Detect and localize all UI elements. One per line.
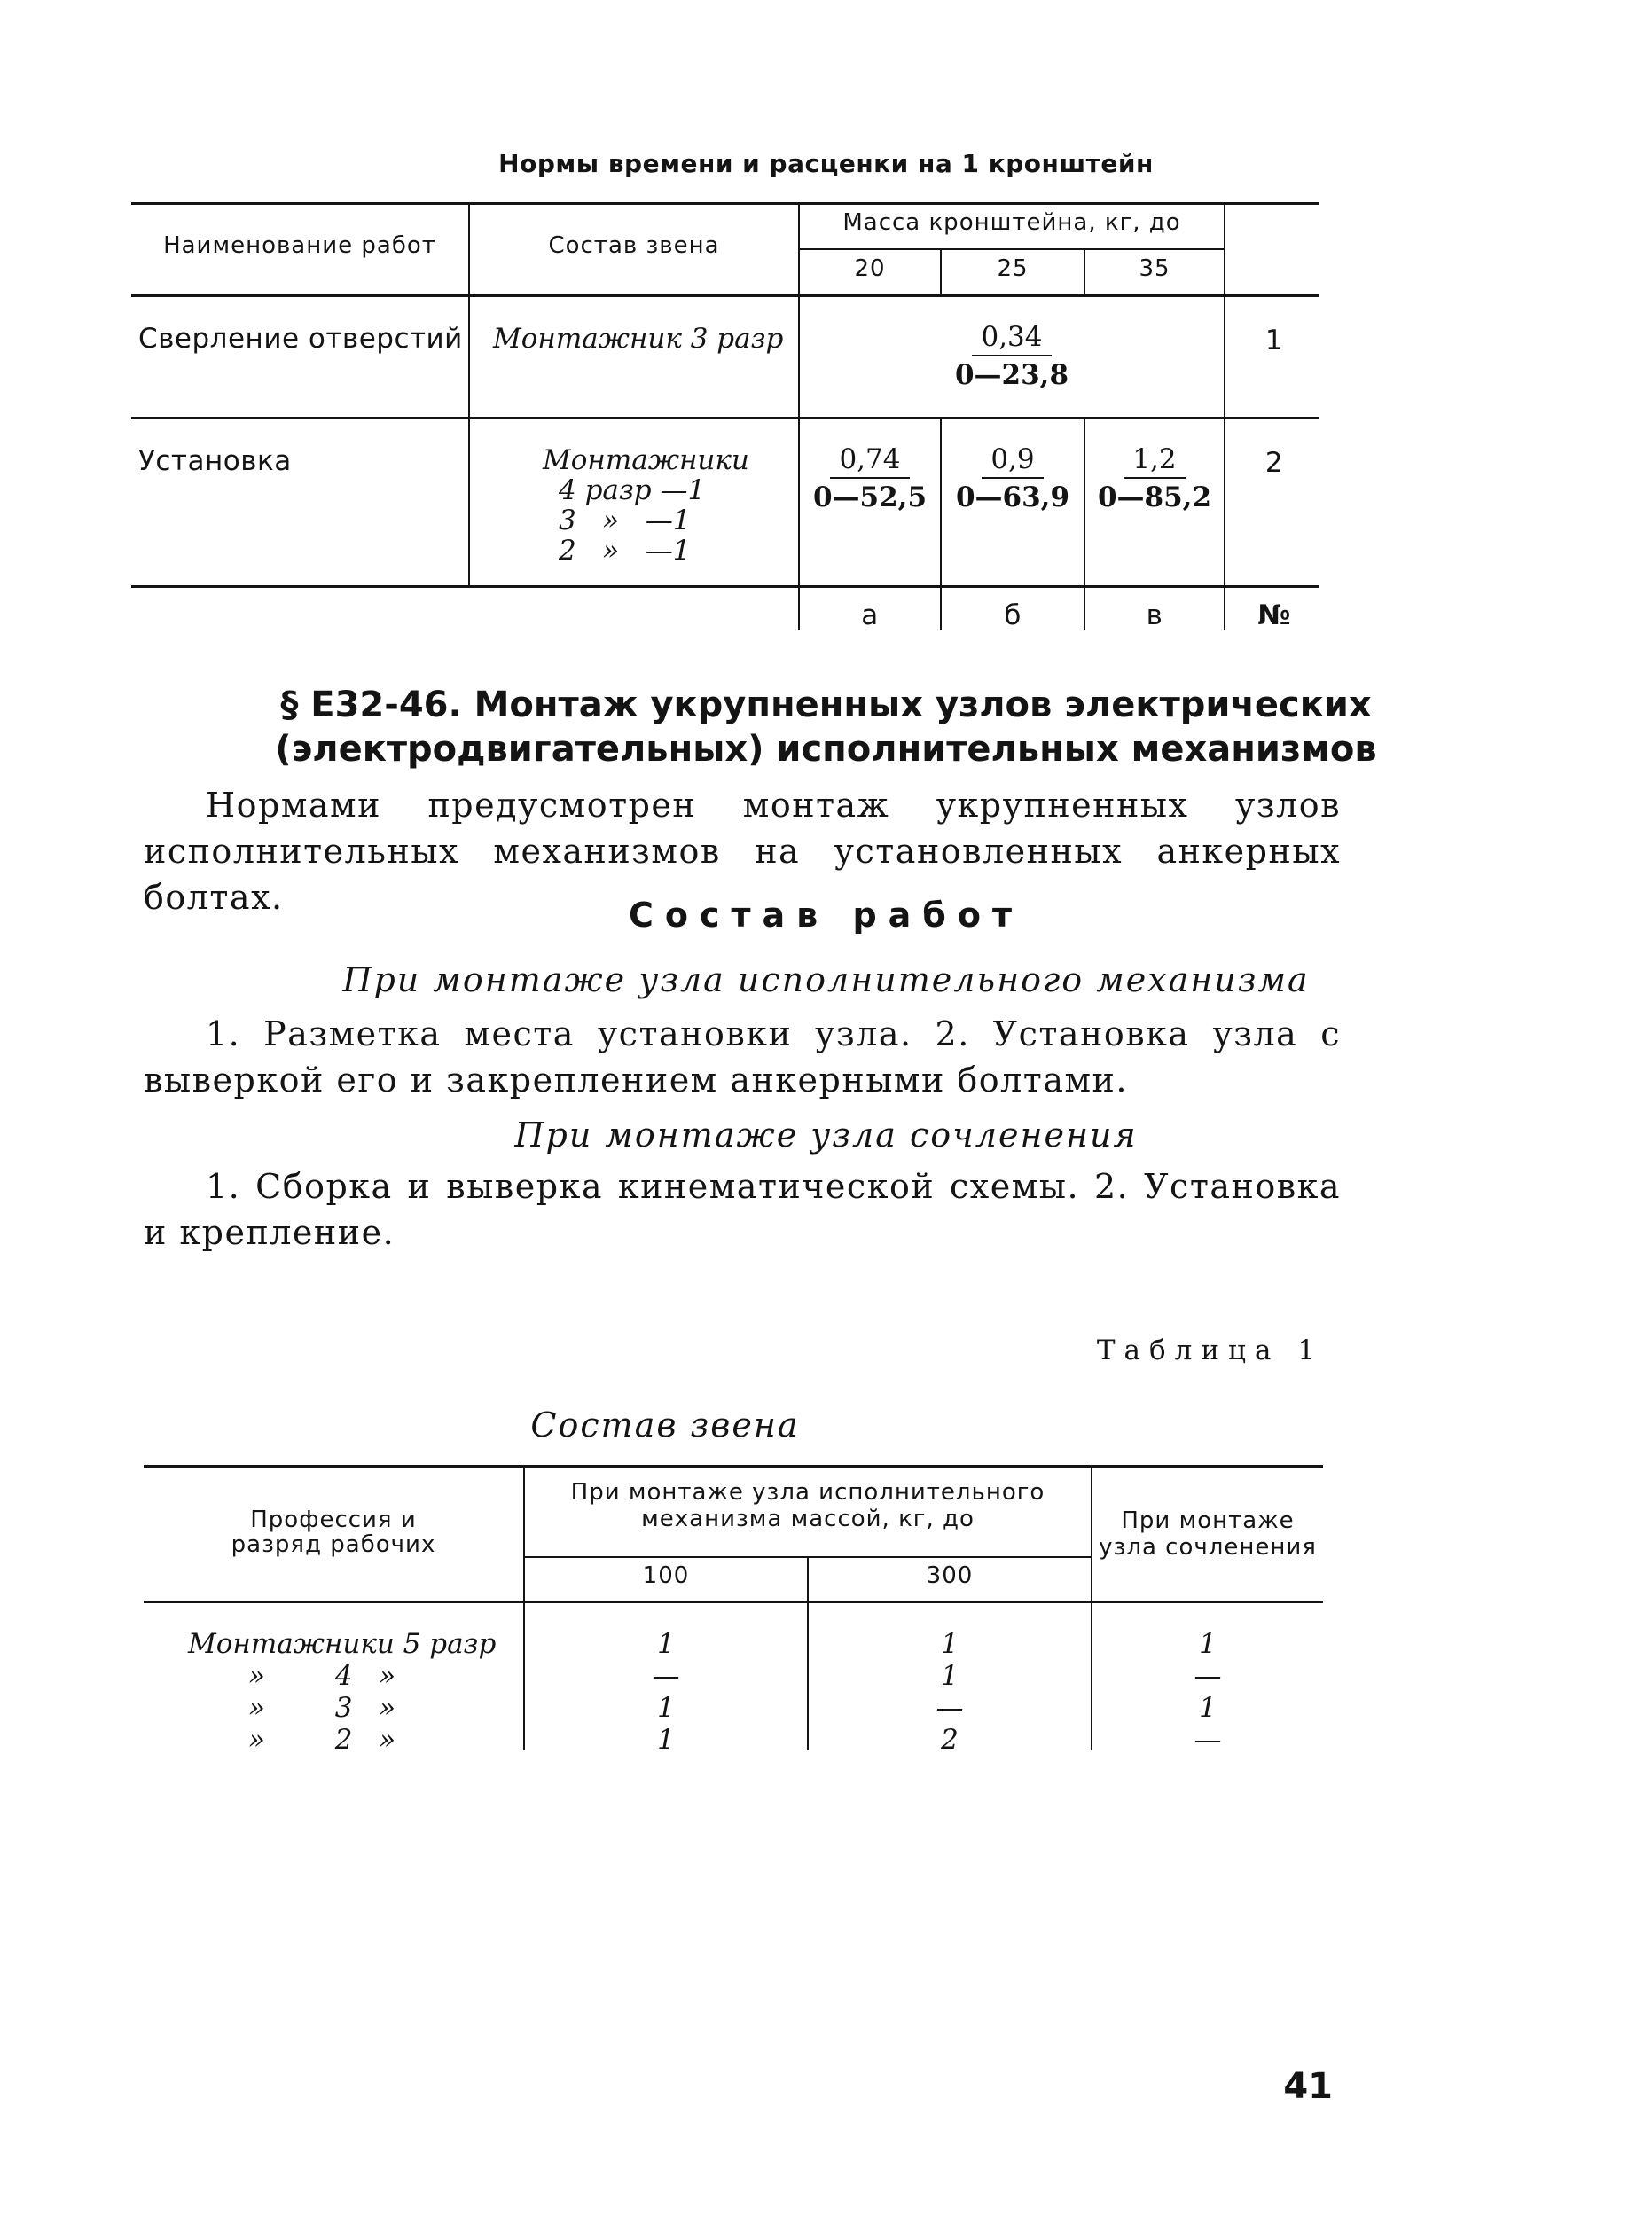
table2-row: » 2 » [248, 1724, 396, 1756]
table1-row1-number: 1 [1264, 325, 1284, 356]
table1-header-mass-35: 35 [1139, 255, 1170, 282]
table1-row1-value: $\frac{0,34}{0—23,8}$ [954, 321, 1069, 391]
table1-row2-value-20: $\frac{0,74}{0—52,5}$ [812, 443, 928, 513]
table1-row2-crew: Монтажники 4 разр —1 3 » —1 2 » —1 [543, 444, 749, 567]
table1-header-mass: Масса кронштейна, кг, до [842, 209, 1181, 236]
table1-vrule [468, 202, 470, 585]
table2-header-rule [144, 1601, 1323, 1603]
works-heading: Состав работ [629, 896, 1023, 935]
table1-footer-v: в [1146, 599, 1163, 631]
subsection-joint-title: При монтаже узла сочленения [514, 1116, 1138, 1155]
table2-label: Таблица 1 [1096, 1335, 1324, 1366]
table2-row: Монтажники 5 разр [188, 1628, 497, 1660]
table1-header-mass-20: 20 [854, 255, 886, 282]
table2-header-100: 100 [642, 1562, 690, 1589]
table2-header-300: 300 [926, 1562, 974, 1589]
subsection-mechanism-text: 1. Разметка места установки узла. 2. Установка узла с выверкой его и закреплением анкерными болтами. [144, 1014, 1341, 1100]
subsection-mechanism-title: При монтаже узла исполнительного механизма [342, 960, 1310, 999]
table1-header-name: Наименование работ [163, 232, 436, 259]
table1-header-rule [131, 294, 1319, 297]
table1-bottom-rule [131, 585, 1319, 588]
table1-vrule [1224, 202, 1225, 630]
table1-row2-value-25: $\frac{0,9}{0—63,9}$ [955, 443, 1070, 513]
table2-col-100: 1 — 1 1 [652, 1628, 680, 1756]
table2-header-profession: Профессия и разряд рабочих [231, 1507, 436, 1558]
table2-col-300: 1 1 — 2 [936, 1628, 964, 1756]
table1-mass-subrule [798, 248, 1224, 250]
table2-header-mechanism: При монтаже узла исполнительного механизма массой, кг, до [570, 1479, 1045, 1532]
table2-row: » 4 » [248, 1660, 396, 1692]
table2-title: Состав звена [530, 1405, 800, 1444]
table1-title: Нормы времени и расценки на 1 кронштейн [498, 149, 1154, 178]
table1-row2-name: Установка [138, 445, 292, 477]
table2-row: » 3 » [248, 1692, 396, 1724]
table1-top-rule [131, 202, 1319, 205]
table1-row2-value-35: $\frac{1,2}{0—85,2}$ [1097, 443, 1212, 513]
table1-row1-crew: Монтажник 3 разр [493, 323, 784, 355]
table2-top-rule [144, 1465, 1323, 1468]
table1-footer-a: а [861, 599, 879, 631]
table1-footer-no: № [1257, 599, 1291, 631]
table1-header-crew: Состав звена [548, 232, 720, 259]
section-intro: Нормами предусмотрен монтаж укрупненных узлов исполнительных механизмов на установленных анкерных болтах. [144, 786, 1341, 917]
table1-footer-b: б [1004, 599, 1022, 631]
table1-row1-name: Сверление отверстий [138, 323, 463, 355]
table1-row2-number: 2 [1264, 447, 1284, 479]
table1-header-mass-25: 25 [997, 255, 1029, 282]
section-heading: § Е32-46. Монтаж укрупненных узлов электрических (электродвигательных) исполнительных механизмов [275, 685, 1377, 770]
table2-header-joint: При монтаже узла сочленения [1099, 1507, 1317, 1561]
subsection-joint-text: 1. Сборка и выверка кинематической схемы. 2. Установка и крепление. [144, 1167, 1341, 1252]
page-number: 41 [1283, 2066, 1333, 2107]
table2-col-joint: 1 — 1 — [1194, 1628, 1222, 1756]
table1-row-rule [131, 417, 1319, 419]
table2-profession-column [188, 1628, 507, 1756]
